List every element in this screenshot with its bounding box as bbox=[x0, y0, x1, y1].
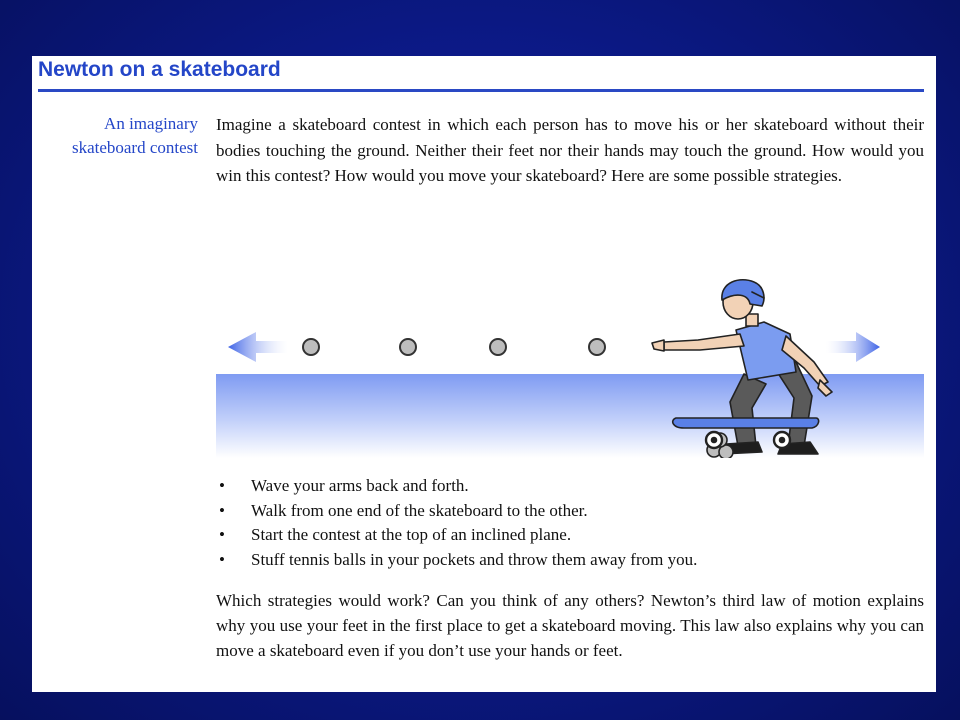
tennis-ball-icon bbox=[400, 339, 416, 355]
bullet-icon: • bbox=[219, 549, 225, 569]
tennis-ball-icon bbox=[303, 339, 319, 355]
closing-paragraph: Which strategies would work? Can you think of any others? Newton’s third law of motion explains why you use your feet in the first place to get a skateboard moving. This law also explains why you can move a skateboard even if you don’t use your hands or feet. bbox=[216, 591, 924, 660]
list-item bbox=[216, 474, 924, 499]
section-title: Newton on a skateboard bbox=[38, 58, 281, 81]
title-rule bbox=[38, 89, 924, 92]
skateboard-figure bbox=[216, 222, 924, 458]
strategy-text: Wave your arms back and forth. bbox=[251, 476, 469, 495]
arrow-right-icon bbox=[826, 332, 880, 362]
sidebar-label bbox=[32, 112, 198, 160]
slide-page bbox=[32, 56, 936, 692]
strategy-text: Walk from one end of the skateboard to the other. bbox=[251, 500, 588, 520]
sidebar-label-line2: skateboard contest bbox=[71, 138, 198, 157]
strategy-text: Stuff tennis balls in your pockets and throw them away from you. bbox=[251, 549, 698, 569]
intro-paragraph: Imagine a skateboard contest in which each person has to move his or her skateboard without their bodies touching the ground. Neither their feet nor their hands may touch the ground. How would you win this contest? How would you move your skateboard? Here are some possible strategies. bbox=[216, 115, 924, 185]
bullet-icon: • bbox=[219, 525, 225, 544]
strategy-list bbox=[216, 474, 924, 572]
strategy-text: Start the contest at the top of an inclined plane. bbox=[251, 525, 572, 544]
list-item bbox=[216, 499, 924, 524]
bullet-icon: • bbox=[219, 476, 225, 495]
arrow-left-icon bbox=[228, 332, 288, 362]
tennis-ball-icon bbox=[589, 339, 605, 355]
sidebar-label-line1: An imaginary bbox=[104, 114, 198, 133]
list-item bbox=[216, 523, 924, 548]
list-item bbox=[216, 548, 924, 573]
tennis-ball-icon bbox=[490, 339, 506, 355]
bullet-icon: • bbox=[219, 500, 225, 520]
